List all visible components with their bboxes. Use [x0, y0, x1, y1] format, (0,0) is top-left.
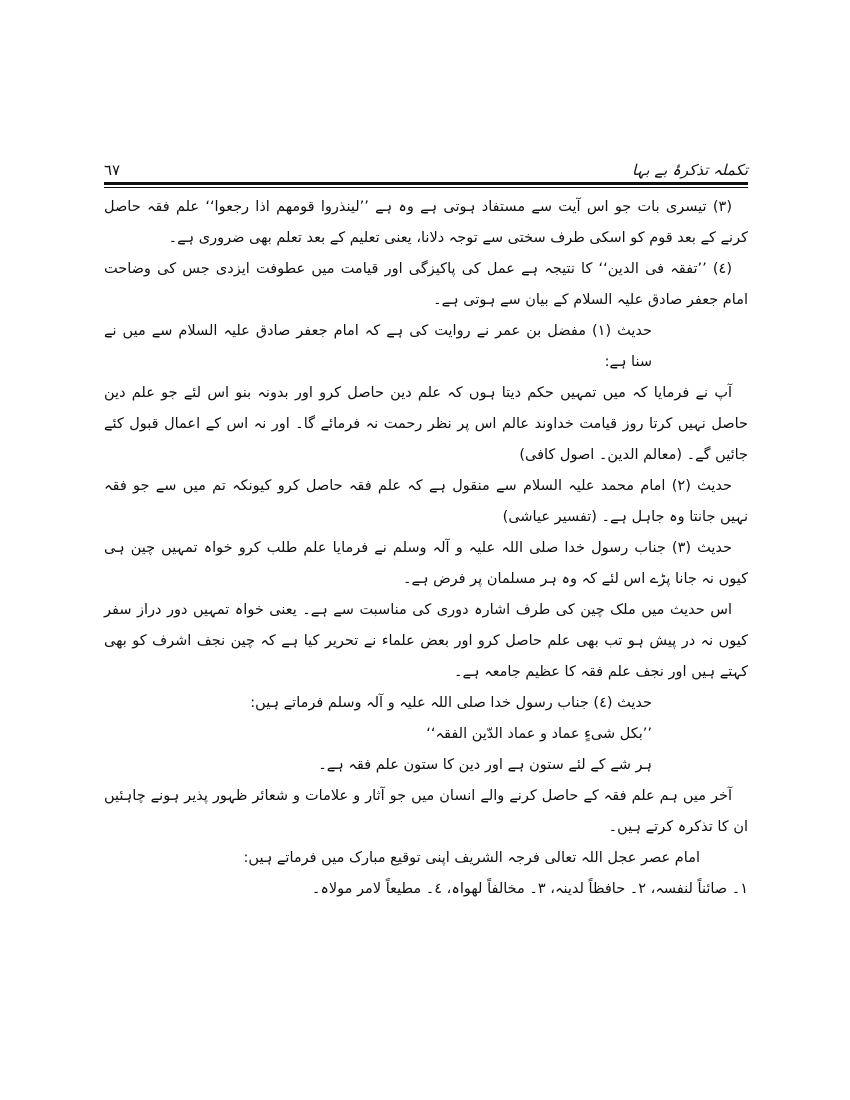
body-text [104, 192, 748, 905]
paragraph-point-4: (٤) ’’تفقہ فی الدین‘‘ کا نتیجہ ہے عمل کی پاکیزگی اور قیامت میں عطوفت ایزدی جس کی وضاحت امام جعفر صادق علیہ السلام کے بیان سے ہوتی ہے۔ [104, 261, 748, 308]
hadith-2-text: حدیث (٢) امام محمد علیہ السلام سے منقول ہے کہ علم فقہ حاصل کرو کیونکہ تم میں سے جو فقہ نہیں جانتا وہ جاہل ہے۔ (تفسیر عیاشی) [104, 478, 748, 525]
running-header [104, 158, 748, 182]
hadith-3-text: حدیث (٣) جناب رسول خدا صلی اللہ علیہ و آلہ وسلم نے فرمایا علم طلب کرو خواہ تمہیں چین ہی کیوں نہ جانا پڑے اس لئے کہ وہ ہر مسلمان پر فرض ہے۔ [104, 540, 748, 587]
header-rule-thick [104, 182, 748, 185]
closing-paragraph: آخر میں ہم علم فقہ کے حاصل کرنے والے انسان میں جو آثار و علامات و شعائر ظہور پذیر ہونے چاہئیں ان کا تذکرہ کرتے ہیں۔ [104, 788, 748, 835]
document-page [104, 158, 748, 905]
page-number: ٦٧ [104, 161, 121, 179]
header-rule-thin [104, 187, 748, 188]
tawqi-arabic-list: ١۔ صائناً لنفسہ، ٢۔ حافظاً لدینہ، ٣۔ مخالفاً لھواہ، ٤۔ مطیعاً لامر مولاہ۔ [311, 881, 748, 897]
hadith-4-intro: حدیث (٤) جناب رسول خدا صلی اللہ علیہ و آلہ وسلم فرماتے ہیں: [250, 695, 652, 711]
hadith-3-commentary: اس حدیث میں ملک چین کی طرف اشارہ دوری کی مناسبت سے ہے۔ یعنی خواہ تمہیں دور دراز سفر کیوں نہ در پیش ہو تب بھی علم حاصل کرو اور بعض علماء نے تحریر کیا ہے کہ چین نجف اشرف کو بھی کہتے ہیں اور نجف علم فقہ کا عظیم جامعہ ہے۔ [104, 602, 748, 680]
tawqi-intro: امام عصر عجل اللہ تعالی فرجہ الشریف اپنی توقیع مبارک میں فرماتے ہیں: [243, 850, 700, 866]
hadith-4-arabic: ’’بکل شیءٍ عماد و عماد الدّین الفقہ‘‘ [426, 726, 652, 742]
hadith-1-text: آپ نے فرمایا کہ میں تمہیں حکم دیتا ہوں کہ علم دین حاصل کرو اور بدونہ بنو اس لئے جو علم دین حاصل نہیں کرتا روز قیامت خداوند عالم اس پر نظر رحمت نہ فرمائے گا۔ اور نہ اس کے اعمال قبول کئے جائیں گے۔ (معالم الدین۔ اصول کافی) [104, 385, 748, 463]
hadith-4-translation: ہر شے کے لئے ستون ہے اور دین کا ستون علم فقہ ہے۔ [318, 757, 652, 773]
book-title: تکملہ تذکرۂ بے بہا [632, 161, 748, 179]
hadith-1-intro: حدیث (١) مفضل بن عمر نے روایت کی ہے کہ امام جعفر صادق علیہ السلام سے میں نے سنا ہے: [104, 323, 652, 370]
paragraph-point-3: (٣) تیسری بات جو اس آیت سے مستفاد ہوتی ہے وہ ہے ’’لینذروا قومھم اذا رجعوا‘‘ علم فقہ حاصل کرنے کے بعد قوم کو اسکی طرف سختی سے توجہ دلانا، یعنی تعلیم کے بعد تعلم بھی ضروری ہے۔ [104, 199, 748, 246]
